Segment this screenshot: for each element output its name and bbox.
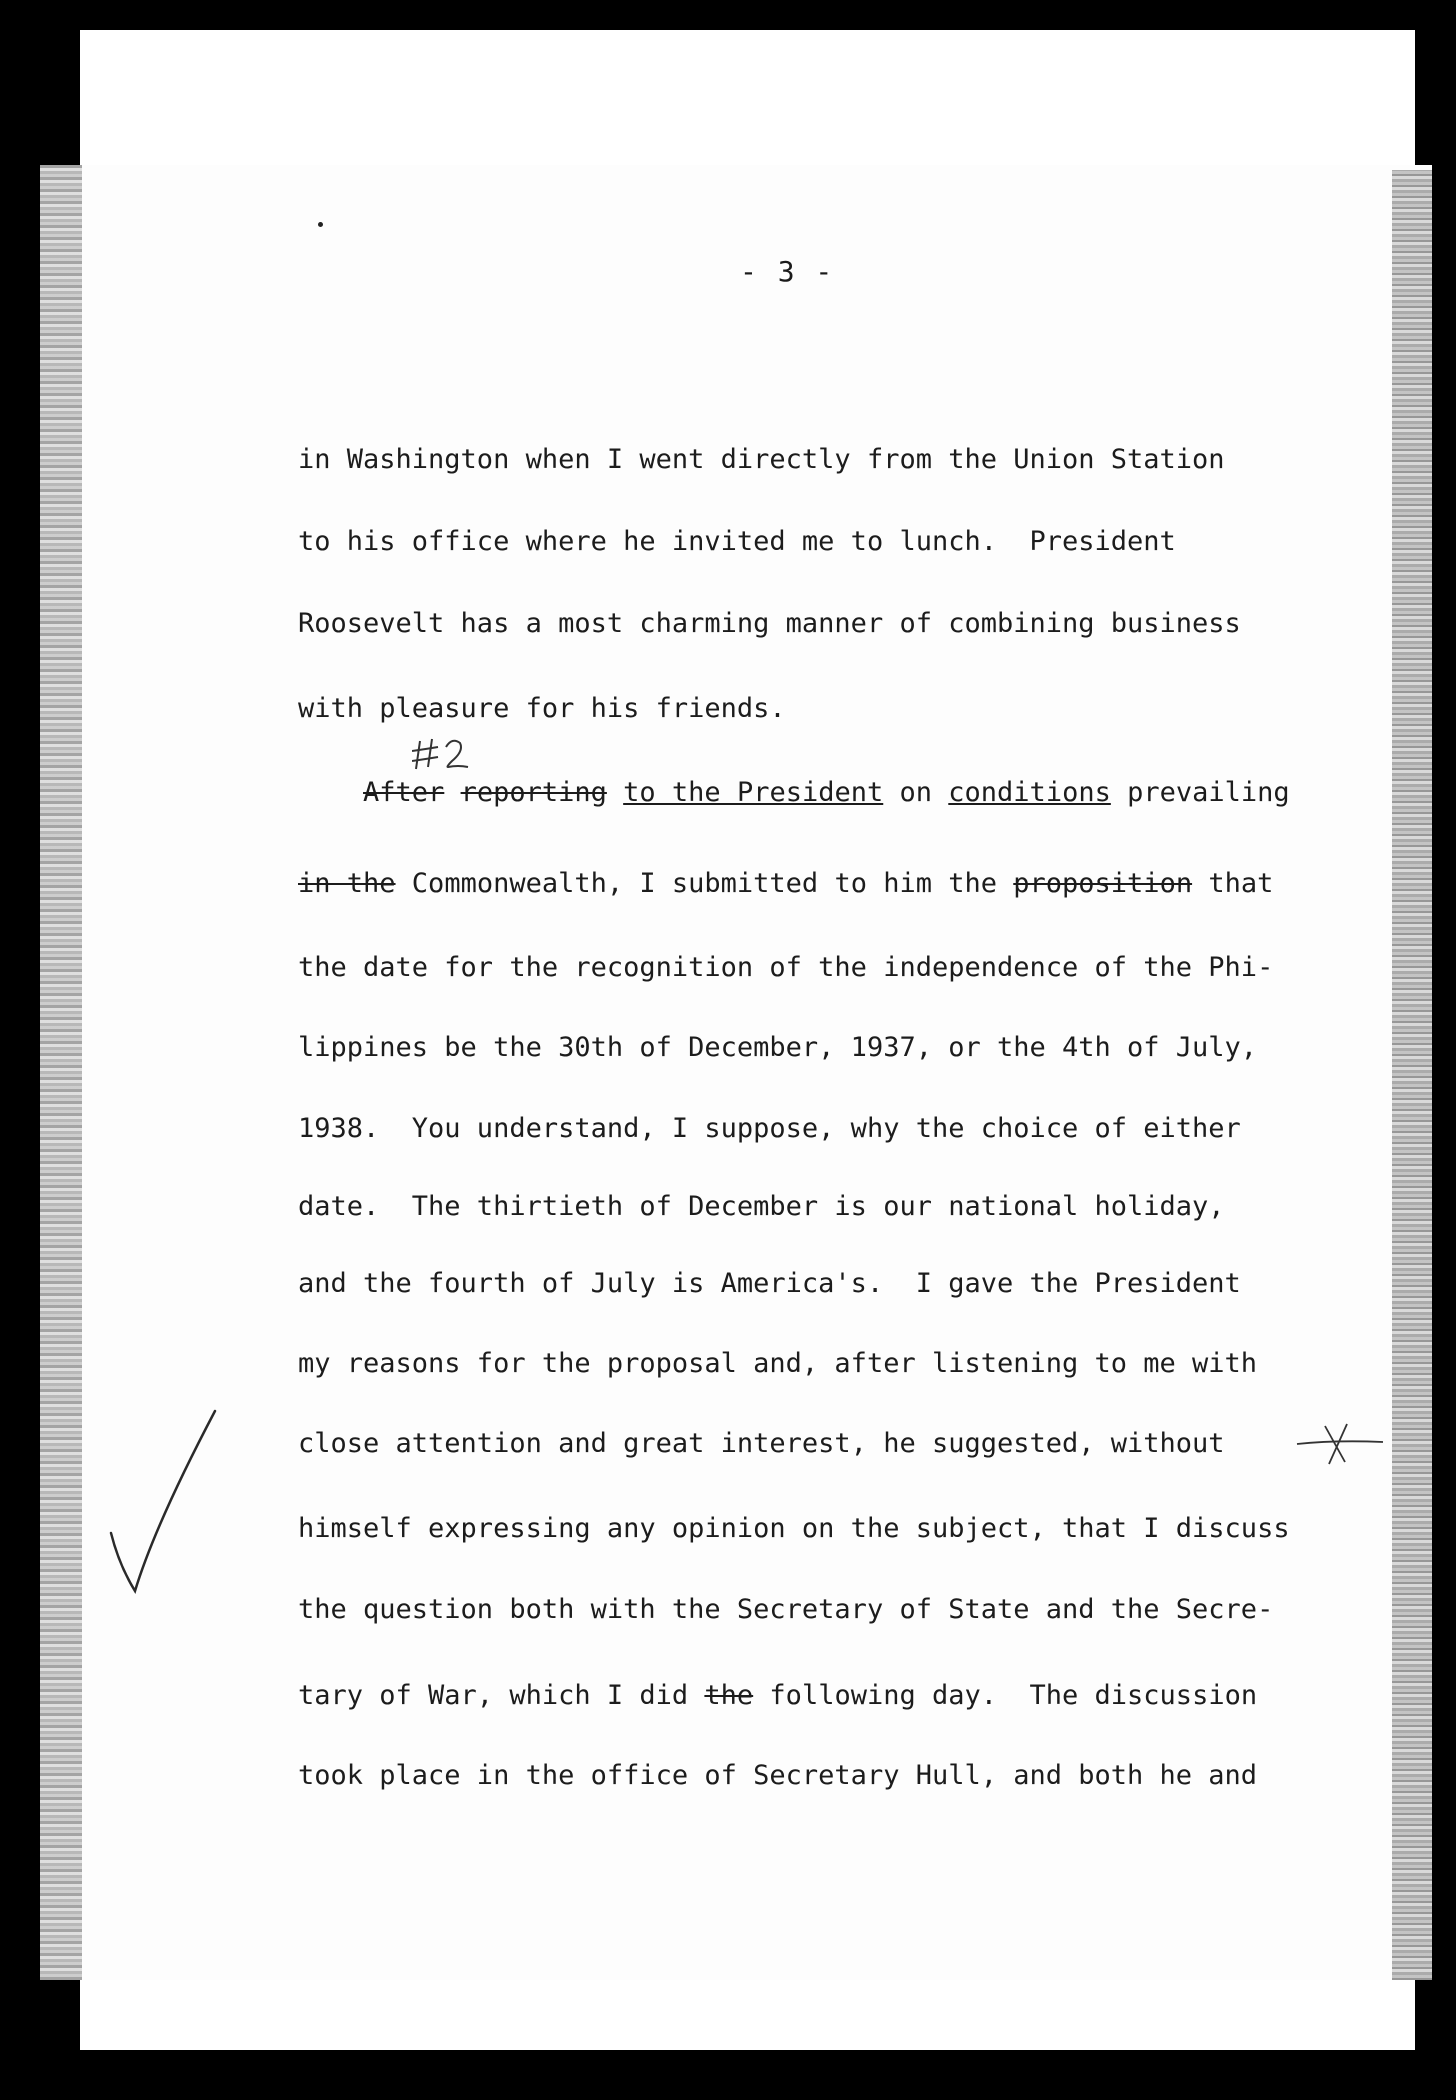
text-segment: in Washington when I went directly from the Union Station — [298, 444, 1225, 475]
text-segment: Commonwealth, I submitted to him the — [395, 868, 1014, 899]
text-line — [298, 1193, 1225, 1220]
text-line — [298, 1270, 1241, 1297]
text-line — [298, 1350, 1257, 1377]
text-line — [298, 446, 1225, 473]
struck-text: the — [704, 1680, 754, 1711]
text-segment: lippines be the 30th of December, 1937, or the 4th of July, — [298, 1032, 1258, 1063]
handwritten-insert-mark-drawing — [412, 735, 482, 780]
text-line — [298, 695, 786, 722]
page-number: - 3 - — [740, 255, 835, 288]
text-line — [298, 1515, 1290, 1542]
text-segment: the question both with the Secretary of State and the Secre- — [298, 1594, 1274, 1625]
text-segment: Roosevelt has a most charming manner of combining business — [298, 608, 1241, 639]
text-segment: with pleasure for his friends. — [298, 693, 786, 724]
text-segment: himself expressing any opinion on the subject, that I discuss — [298, 1513, 1290, 1544]
text-line — [298, 528, 1176, 555]
text-segment: date. The thirtieth of December is our national holiday, — [298, 1191, 1225, 1222]
text-segment: tary of War, which I did — [298, 1680, 705, 1711]
text-line — [298, 1115, 1241, 1142]
struck-text: in the — [298, 868, 396, 899]
text-line — [298, 870, 1273, 897]
ink-dot — [318, 222, 323, 227]
text-line — [298, 1596, 1273, 1623]
text-segment: prevailing — [1110, 777, 1290, 808]
text-line — [298, 954, 1273, 981]
struck-text: After — [363, 777, 445, 808]
text-segment: on — [883, 777, 949, 808]
handwritten-insert-mark — [412, 735, 482, 780]
text-segment — [444, 777, 460, 808]
text-line — [298, 1682, 1257, 1709]
text-line — [298, 1430, 1225, 1457]
text-line — [298, 779, 1290, 806]
text-segment: the date for the recognition of the independence of the Phi- — [298, 952, 1274, 983]
text-line — [298, 610, 1241, 637]
text-segment: and the fourth of July is America's. I gave the President — [298, 1268, 1241, 1299]
text-segment: close attention and great interest, he suggested, without — [298, 1428, 1225, 1459]
text-segment: took place in the office of Secretary Hull, and both he and — [298, 1760, 1258, 1791]
asterisk-icon — [1295, 1420, 1385, 1470]
checkmark-icon — [105, 1405, 225, 1605]
page-edge-shadow-left — [40, 165, 82, 1980]
text-segment: to his office where he invited me to lunch. President — [298, 526, 1176, 557]
text-segment: that — [1192, 868, 1274, 899]
text-segment — [607, 777, 623, 808]
text-segment: 1938. You understand, I suppose, why the choice of either — [298, 1113, 1241, 1144]
struck-text: reporting — [460, 777, 607, 808]
underlined-text: to the President — [623, 777, 884, 808]
text-segment: following day. The discussion — [753, 1680, 1258, 1711]
text-segment — [298, 777, 363, 808]
text-line — [298, 1762, 1257, 1789]
page-edge-shadow-right — [1392, 170, 1432, 1980]
text-segment: my reasons for the proposal and, after listening to me with — [298, 1348, 1258, 1379]
struck-text: proposition — [1013, 868, 1193, 899]
text-line — [298, 1034, 1257, 1061]
underlined-text: conditions — [948, 777, 1111, 808]
